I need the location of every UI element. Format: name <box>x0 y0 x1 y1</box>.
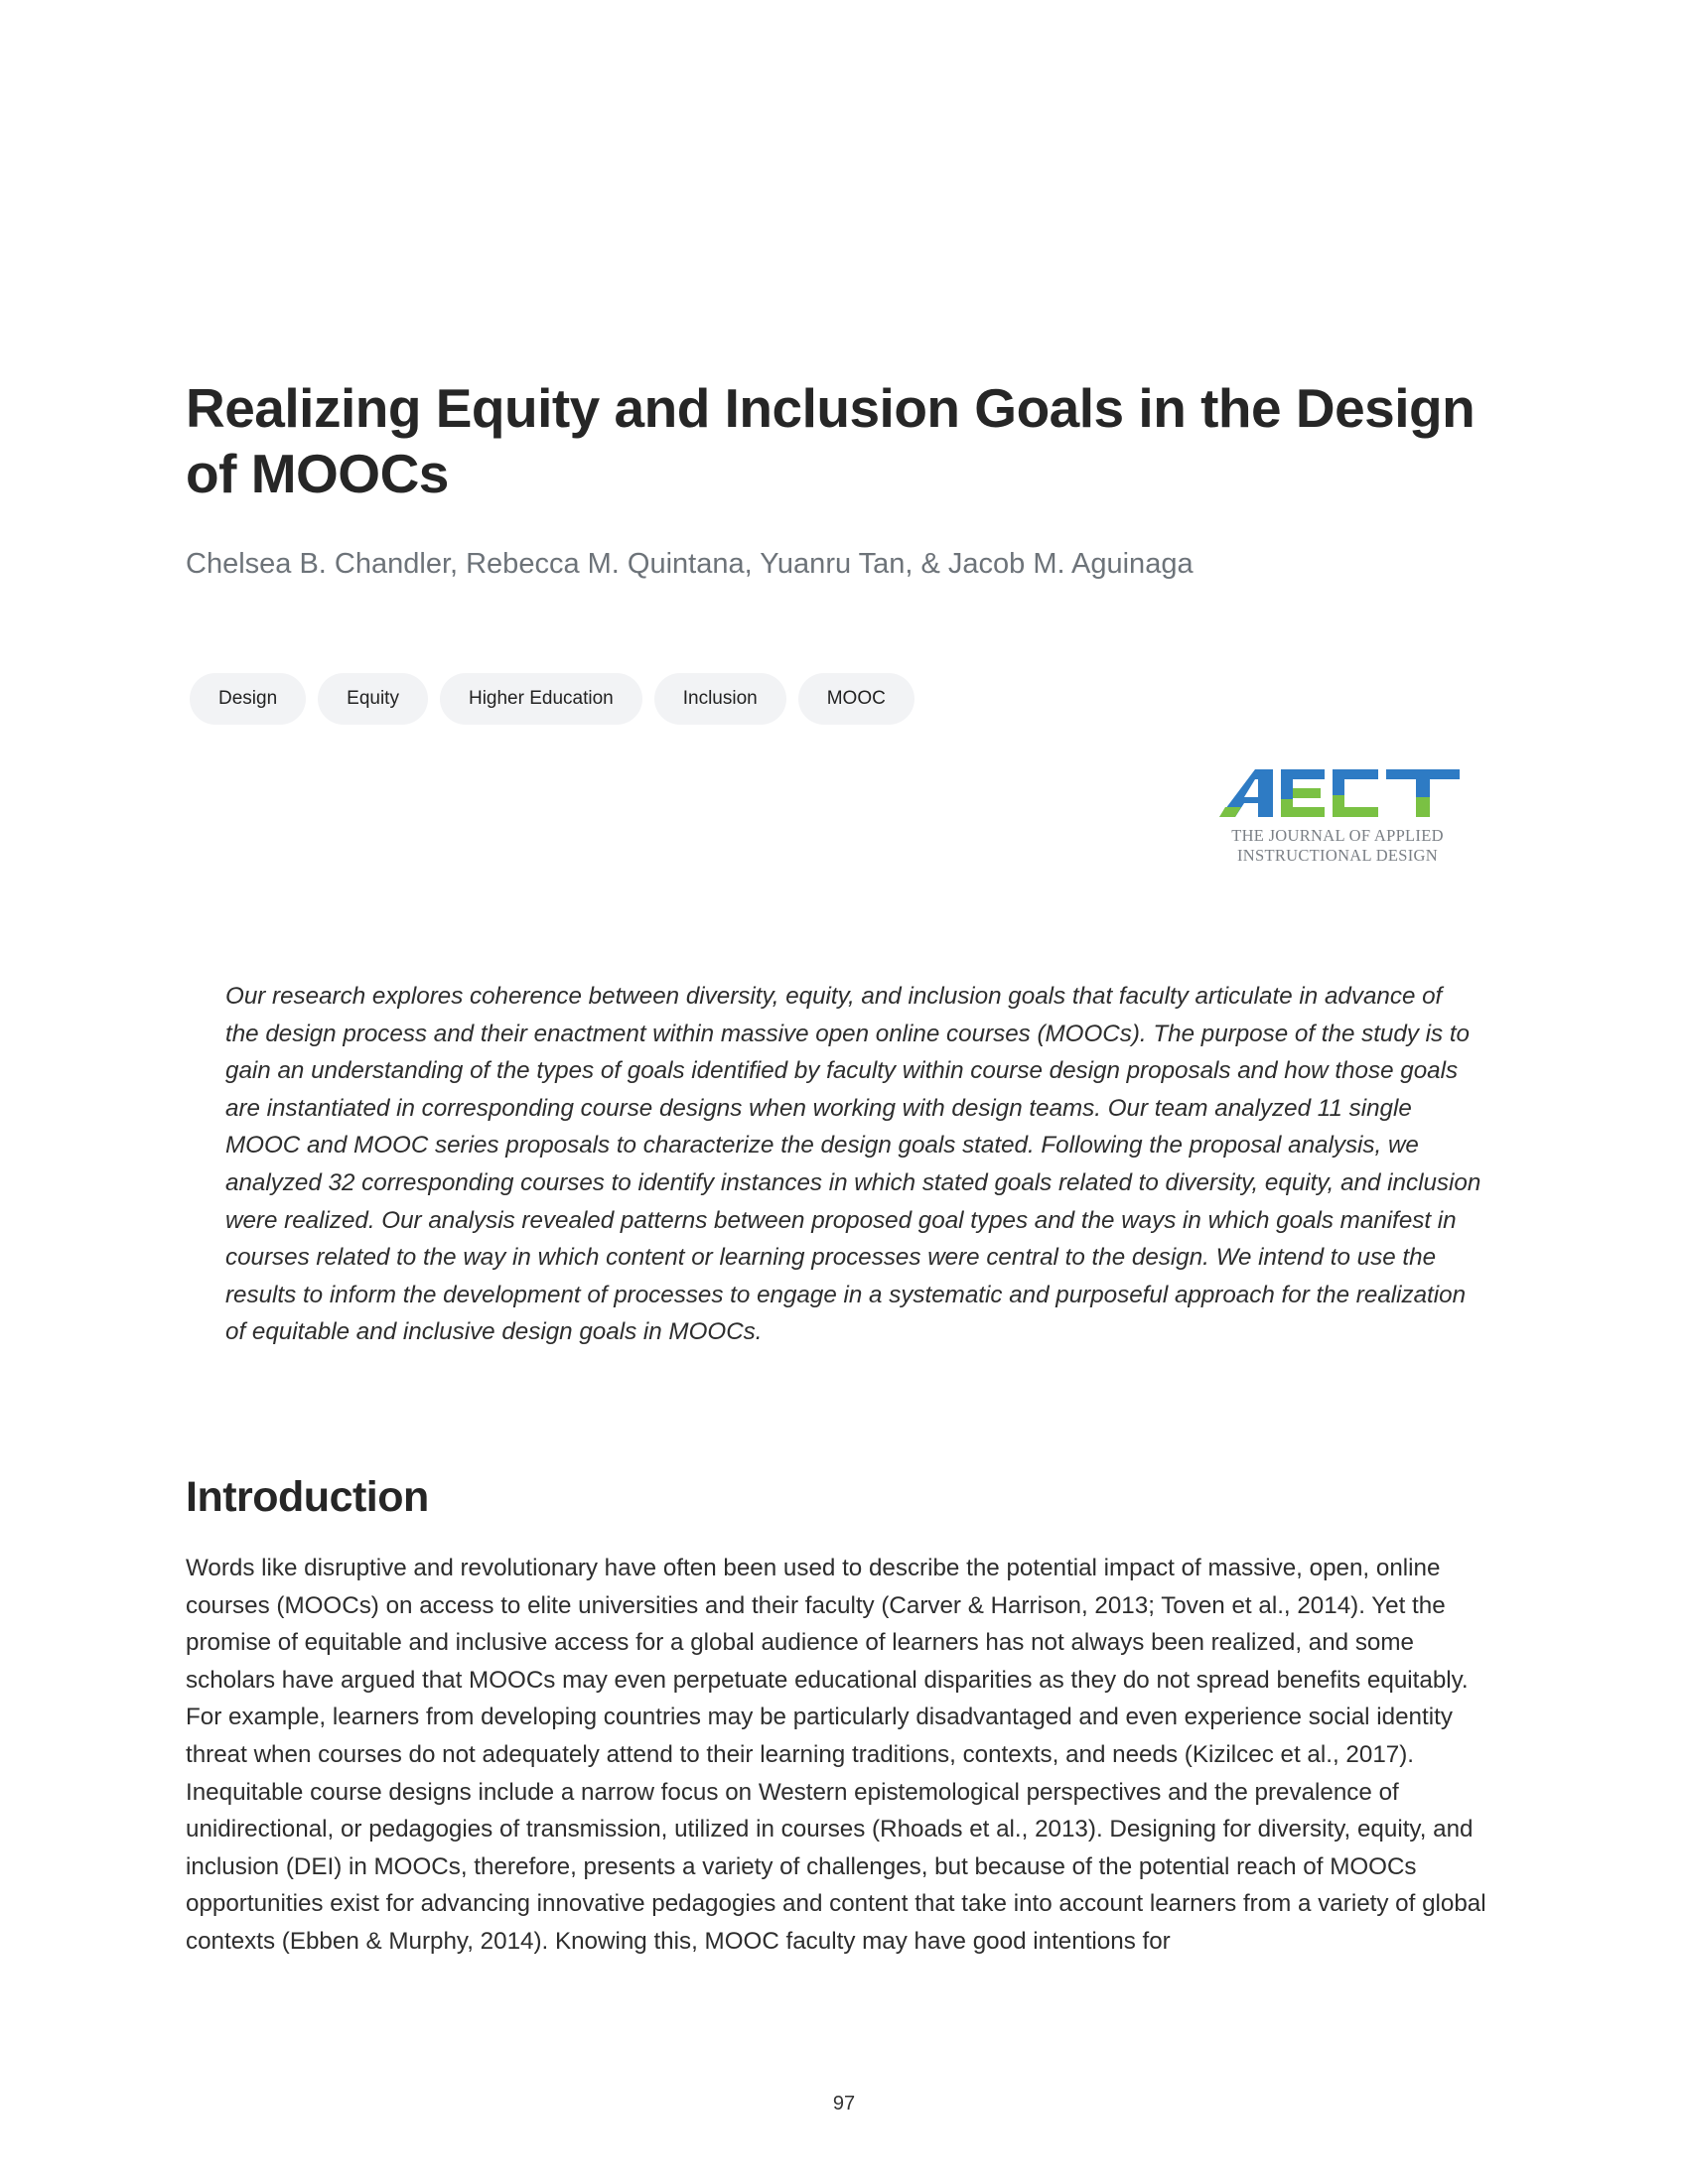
abstract: Our research explores coherence between diversity, equity, and inclusion goals that faculty articulate in advance of the design process and their enactment within massive open online courses (MOOCs). The purpose of the study is to gain an understanding of the types of goals identified by faculty within course design proposals and how those goals are instantiated in corresponding course designs when working with design teams. Our team analyzed 11 single MOOC and MOOC series proposals to characterize the design goals stated. Following the proposal analysis, we analyzed 32 corresponding courses to identify instances in which stated goals related to diversity, equity, and inclusion were realized. Our analysis revealed patterns between proposed goal types and the ways in which goals manifest in courses related to the way in which content or learning processes were central to the design. We intend to use the results to inform the development of processes to engage in a systematic and purposeful approach for the realization of equitable and inclusive design goals in MOOCs. <box>225 983 1481 1346</box>
tag-equity[interactable]: Equity <box>318 673 428 725</box>
article-title: Realizing Equity and Inclusion Goals in the Design of MOOCs <box>186 377 1476 504</box>
page-number: 97 <box>832 2093 856 2115</box>
tag-higher-education[interactable]: Higher Education <box>440 673 642 725</box>
introduction-paragraph: Words like disruptive and revolutionary have often been used to describe the potential impact of massive, open, online courses (MOOCs) on access to elite universities and their faculty (Carver & Harrison, 2013; Toven et al., 2014). Yet the promise of equitable and inclusive access for a global audience of learners has not always been realized, and some scholars have argued that MOOCs may even perpetuate educational disparities as they do not spread benefits equitably. For example, learners from developing countries may be particularly disadvantaged and even experience social identity threat when courses do not adequately attend to their learning traditions, contexts, and needs (Kizilcec et al., 2017). Inequitable course designs include a narrow focus on Western epistemological perspectives and the prevalence of unidirectional, or pedagogies of transmission, utilized in courses (Rhoads et al., 2013). Designing for diversity, equity, and inclusion (DEI) in MOOCs, therefore, presents a variety of challenges, but because of the potential reach of MOOCs opportunities exist for advancing innovative pedagogies and content that take into account learners from a variety of global contexts (Ebben & Murphy, 2014). Knowing this, MOOC faculty may have good intentions for <box>186 1555 1486 1955</box>
section-heading-introduction: Introduction <box>186 1473 429 1521</box>
logo-caption-line1: THE JOURNAL OF APPLIED <box>1231 826 1444 845</box>
tag-design[interactable]: Design <box>190 673 306 725</box>
tag-inclusion[interactable]: Inclusion <box>654 673 786 725</box>
article-authors: Chelsea B. Chandler, Rebecca M. Quintana, Yuanru Tan, & Jacob M. Aguinaga <box>186 548 1194 580</box>
tag-mooc[interactable]: MOOC <box>798 673 914 725</box>
logo-caption-line2: INSTRUCTIONAL DESIGN <box>1236 846 1438 865</box>
tag-list <box>190 673 914 725</box>
